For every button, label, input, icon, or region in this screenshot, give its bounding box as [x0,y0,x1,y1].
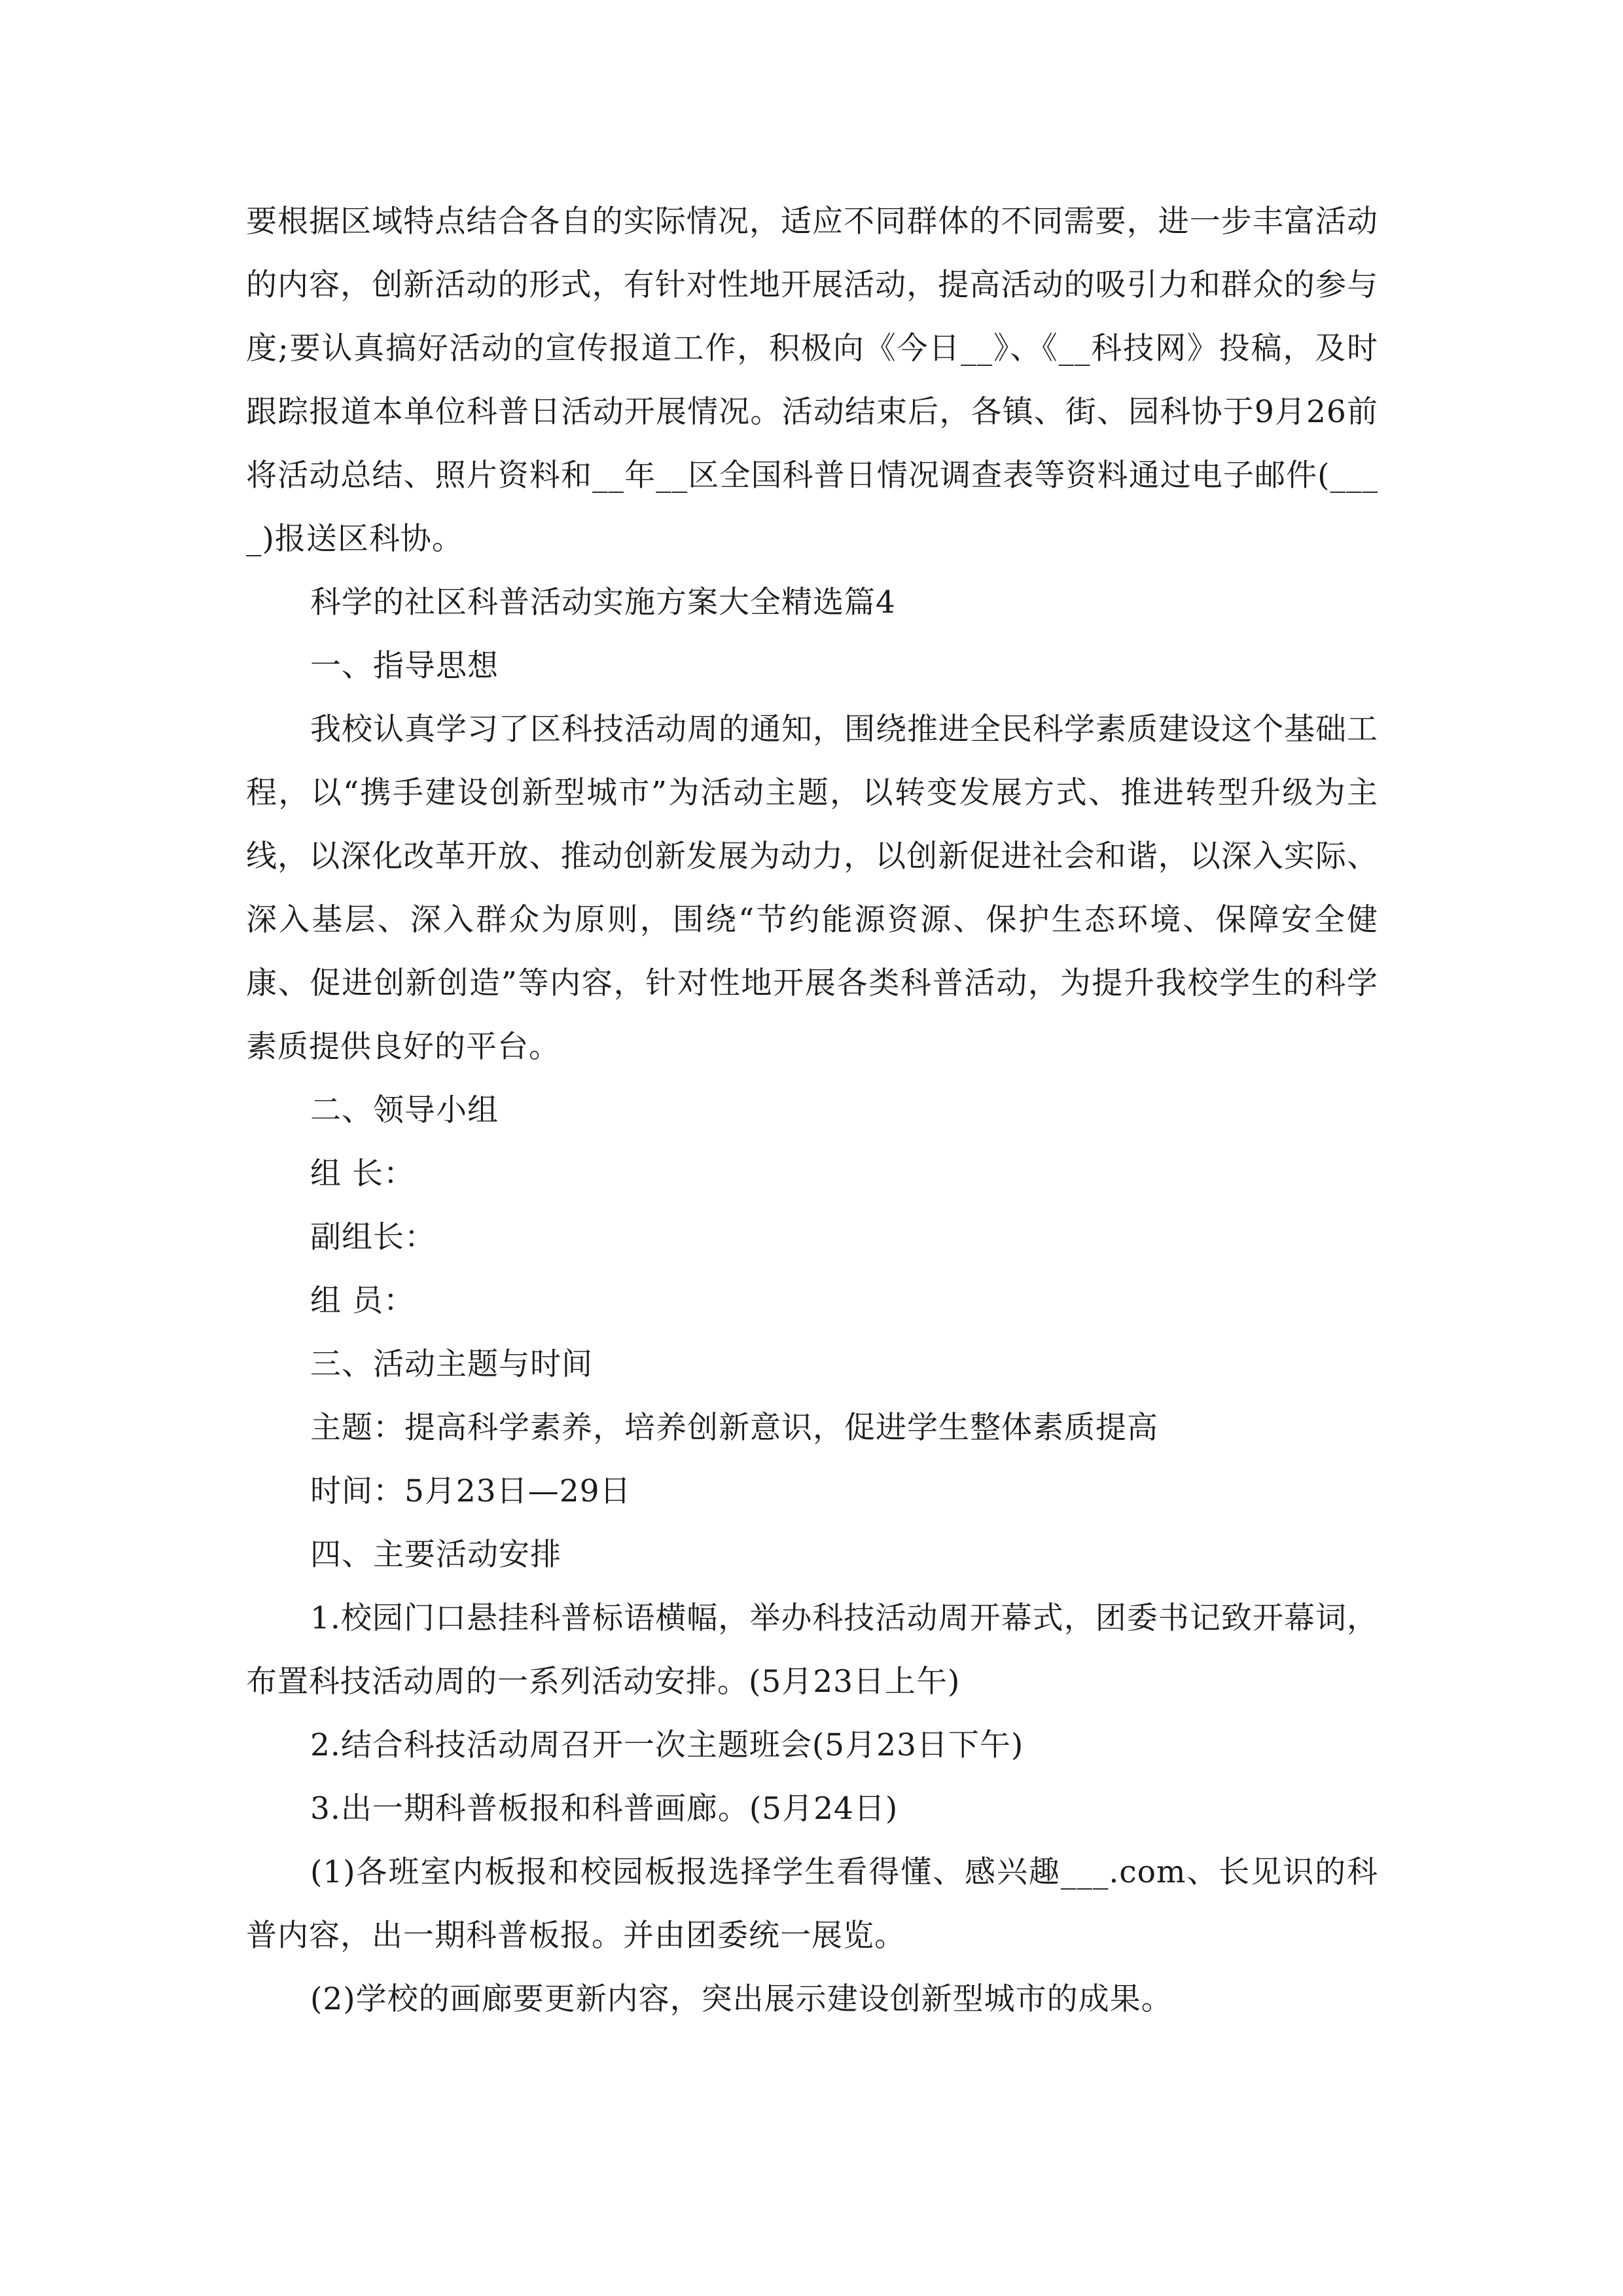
document-page [246,190,1378,2031]
deputy-leader-line: 副组长： [310,1219,436,1255]
activity-subitem-1: (1)各班室内板报和校园板报选择学生看得懂、感兴趣___.com、长见识的科普内容，出一期科普板报。并由团委统一展览。 [246,1854,1378,1954]
heading-theme-time: 三、活动主题与时间 [310,1346,593,1382]
heading-guiding-ideology: 一、指导思想 [310,648,499,684]
body-paragraph-1: 要根据区域特点结合各自的实际情况，适应不同群体的不同需要，进一步丰富活动的内容，创新活动的形式，有针对性地开展活动，提高活动的吸引力和群众的参与度;要认真搞好活动的宣传报道工作，积极向《今日__》、《__科技网》投稿，及时跟踪报道本单位科普日活动开展情况。活动结束后，各镇、街、园科协于9月26前将活动总结、照片资料和__年__区全国科普日情况调查表等资料通过电子邮件(____)报送区科协。 [246,204,1378,557]
activity-subitem-2: (2)学校的画廊要更新内容，突出展示建设创新型城市的成果。 [310,1981,1173,2017]
time-line: 时间：5月23日—29日 [310,1473,632,1509]
leader-line: 组 长： [310,1156,415,1192]
theme-line: 主题：提高科学素养，培养创新意识，促进学生整体素质提高 [310,1410,1158,1446]
activity-item-1: 1.校园门口悬挂科普标语横幅，举办科技活动周开幕式，团委书记致开幕词，布置科技活动周的一系列活动安排。(5月23日上午) [246,1600,1378,1700]
activity-item-2: 2.结合科技活动周召开一次主题班会(5月23日下午) [310,1727,1024,1763]
body-paragraph-guiding-ideology: 我校认真学习了区科技活动周的通知，围绕推进全民科学素质建设这个基础工程，以“携手建设创新型城市”为活动主题，以转变发展方式、推进转型升级为主线，以深化改革开放、推动创新发展为动力，以创新促进社会和谐，以深入实际、深入基层、深入群众为原则，围绕“节约能源资源、保护生态环境、保障安全健康、促进创新创造”等内容，针对性地开展各类科普活动，为提升我校学生的科学素质提供良好的平台。 [246,711,1378,1065]
members-line: 组 员： [310,1283,415,1319]
section-title: 科学的社区科普活动实施方案大全精选篇4 [310,584,896,620]
heading-leadership-group: 二、领导小组 [310,1092,499,1128]
heading-main-activities: 四、主要活动安排 [310,1537,562,1573]
activity-item-3: 3.出一期科普板报和科普画廊。(5月24日) [310,1791,899,1827]
